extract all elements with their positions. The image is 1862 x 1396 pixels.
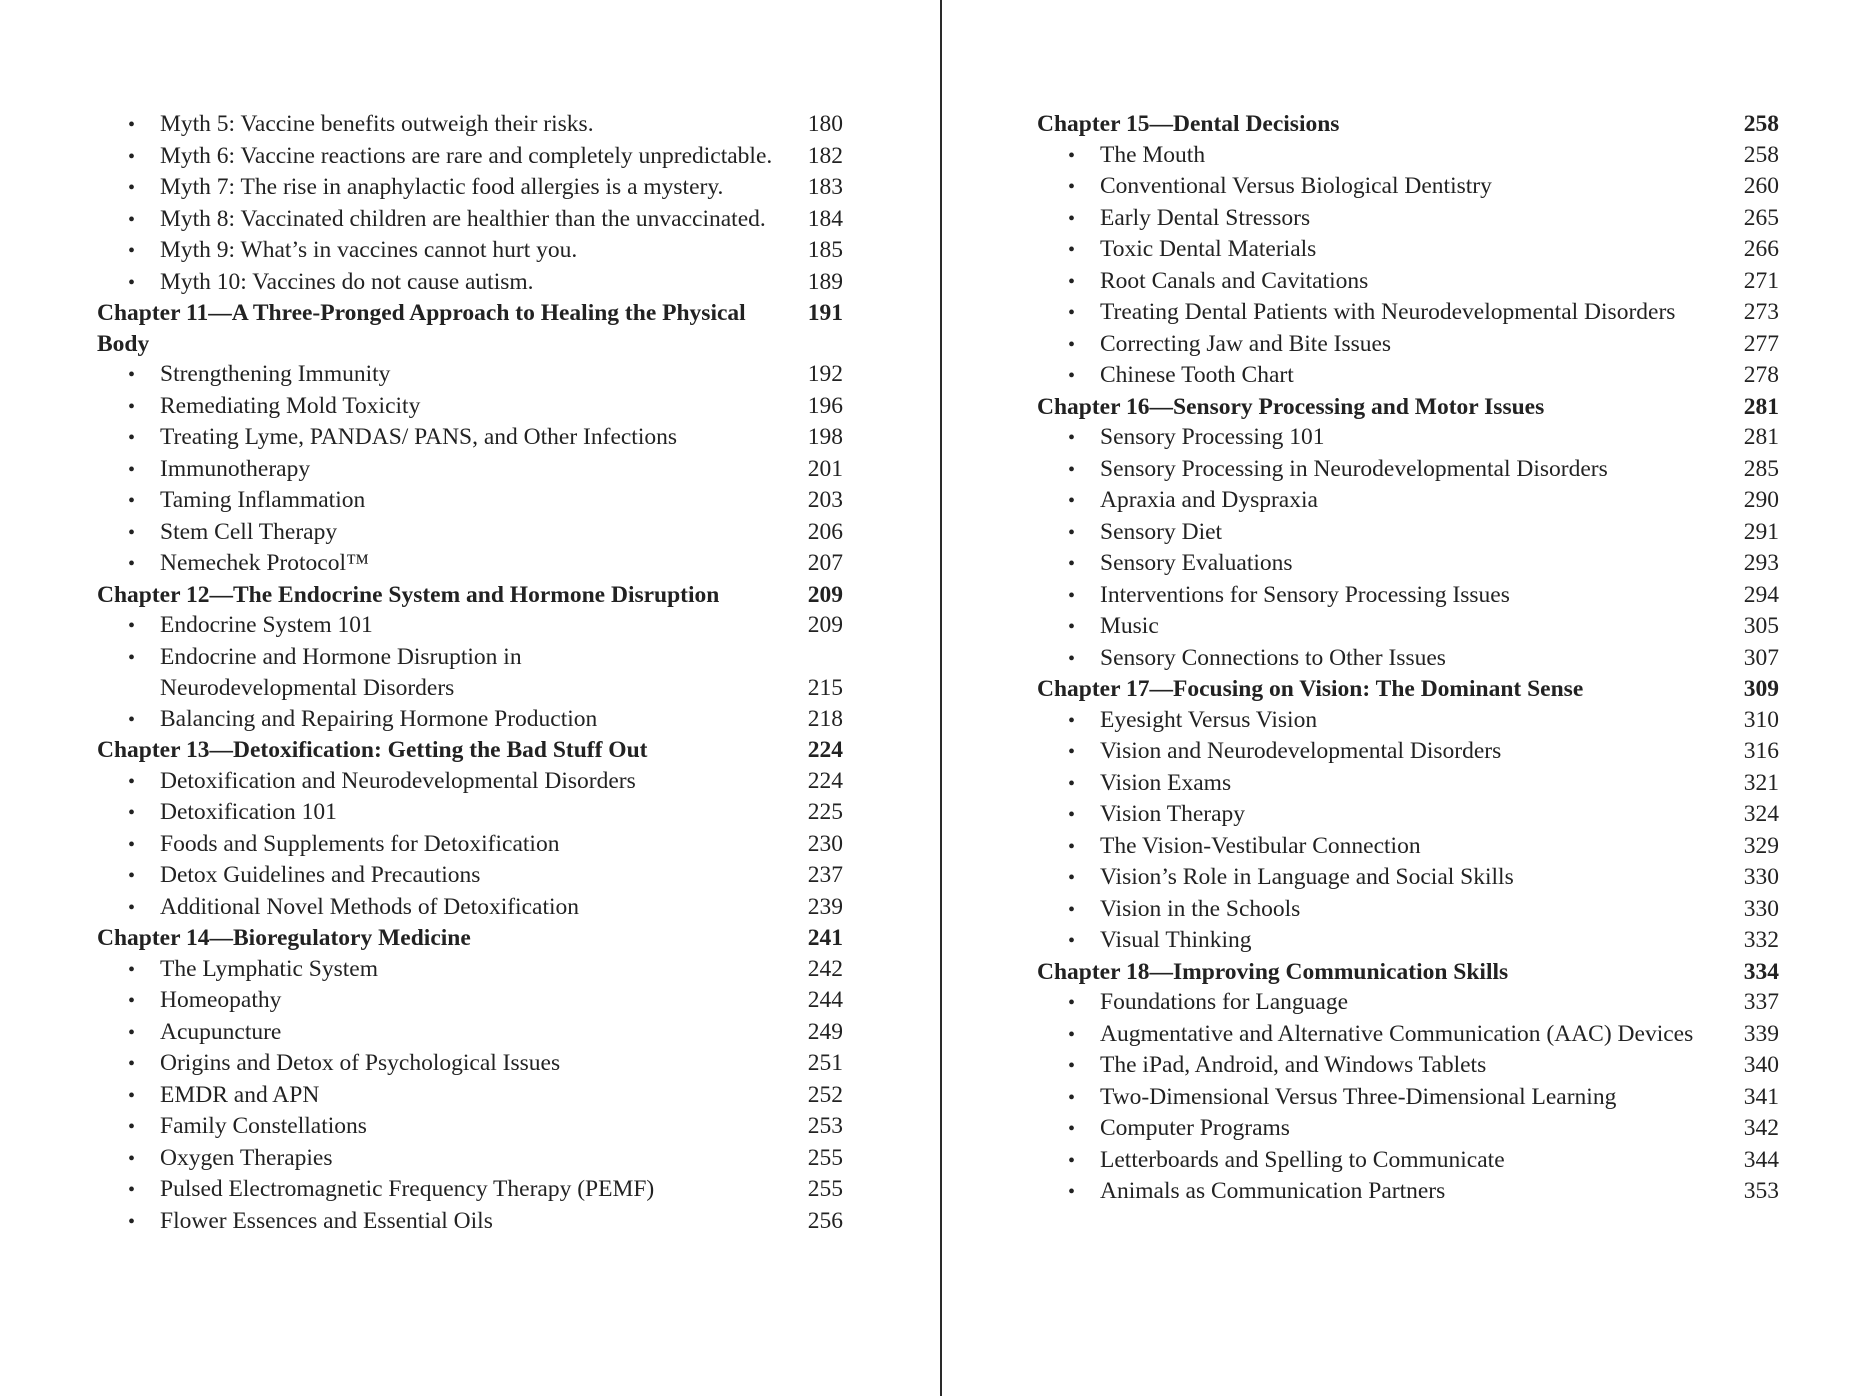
chapter-title: Chapter 16—Sensory Processing and Motor Issues [1037, 393, 1545, 420]
toc-entry[interactable] [1037, 1176, 1779, 1208]
entry-page-number: 258 [1743, 141, 1779, 168]
toc-entry[interactable] [97, 1206, 843, 1238]
toc-section [1037, 674, 1779, 957]
bullet-icon [1068, 297, 1100, 329]
toc-entry[interactable] [97, 235, 843, 267]
chapter-heading[interactable] [97, 735, 843, 766]
entry-page-number: 277 [1743, 330, 1779, 357]
entry-title: Sensory Connections to Other Issues [1100, 644, 1446, 671]
bullet-icon [1068, 140, 1100, 172]
entry-title: Taming Inflammation [160, 487, 366, 513]
page-gutter-divider [940, 0, 942, 1396]
entry-title: Sensory Evaluations [1100, 550, 1293, 576]
entry-title: Detoxification and Neurodevelopmental Disorders [160, 767, 636, 794]
bullet-icon [128, 1048, 160, 1080]
chapter-page-number: 334 [1743, 958, 1779, 985]
entry-title: Vision in the Schools [1100, 895, 1301, 922]
bullet-icon [1068, 894, 1100, 926]
bullet-icon [1068, 799, 1100, 831]
toc-entry[interactable] [97, 829, 843, 861]
bullet-icon [128, 1111, 160, 1143]
bullet-icon [1068, 422, 1100, 454]
toc-entry[interactable] [1037, 1113, 1779, 1145]
entry-page-number: 294 [1743, 581, 1779, 608]
entry-title: Sensory Diet [1100, 518, 1223, 545]
toc-entry[interactable] [97, 517, 843, 549]
entry-title: Letterboards and Spelling to Communicate [1100, 1146, 1505, 1173]
toc-entry[interactable] [1037, 1082, 1779, 1114]
bullet-icon [128, 829, 160, 861]
bullet-icon [1068, 643, 1100, 675]
entry-title: Treating Lyme, PANDAS/ PANS, and Other Infections [160, 424, 678, 450]
bullet-icon [1068, 266, 1100, 298]
toc-entry[interactable] [1037, 140, 1779, 172]
toc-entry[interactable] [97, 485, 843, 517]
entry-page-number: 271 [1743, 267, 1779, 294]
chapter-page-number: 258 [1743, 111, 1779, 137]
toc-entry[interactable] [1037, 1145, 1779, 1177]
chapter-page-number: 224 [807, 737, 843, 763]
bullet-icon [1068, 171, 1100, 203]
entry-title: Interventions for Sensory Processing Issues [1100, 581, 1510, 608]
toc-entry[interactable] [1037, 297, 1779, 329]
toc-section [97, 735, 843, 923]
entry-title: The Mouth [1100, 141, 1206, 168]
entry-title: Detox Guidelines and Precautions [160, 862, 481, 888]
entry-title: Immunotherapy [160, 455, 311, 482]
bullet-icon [1068, 768, 1100, 800]
chapter-title: Chapter 11—A Three-Pronged Approach to Healing the Physical Body [97, 300, 746, 357]
entry-title: The iPad, Android, and Windows Tablets [1100, 1052, 1487, 1078]
bullet-icon [128, 109, 160, 141]
toc-entry[interactable] [1037, 643, 1779, 675]
entry-page-number: 342 [1743, 1115, 1779, 1141]
toc-entry[interactable] [1037, 171, 1779, 203]
entry-title: Additional Novel Methods of Detoxification [160, 893, 580, 920]
entry-page-number: 316 [1743, 738, 1779, 764]
toc-entry[interactable] [1037, 1019, 1779, 1051]
toc-entry[interactable] [1037, 831, 1779, 863]
entry-title: Endocrine System 101 [160, 612, 373, 638]
bullet-icon [1068, 454, 1100, 486]
entry-title: Treating Dental Patients with Neurodevelopmental Disorders [1100, 299, 1676, 325]
entry-title: Augmentative and Alternative Communication (AAC) Devices [1100, 1020, 1694, 1047]
toc-entry[interactable] [97, 892, 843, 924]
entry-title: Vision and Neurodevelopmental Disorders [1100, 738, 1502, 764]
bullet-icon [128, 204, 160, 236]
toc-section [97, 109, 843, 298]
bullet-icon [128, 985, 160, 1017]
bullet-icon [128, 1206, 160, 1238]
toc-entry[interactable] [97, 1017, 843, 1049]
entry-page-number: 218 [807, 705, 843, 732]
toc-entry[interactable] [97, 391, 843, 423]
entry-page-number: 239 [807, 893, 843, 920]
entry-page-number: 207 [807, 550, 843, 576]
bullet-icon [128, 454, 160, 486]
toc-entry[interactable] [97, 797, 843, 829]
toc-entry[interactable] [1037, 894, 1779, 926]
entry-page-number: 253 [807, 1113, 843, 1139]
toc-entry[interactable] [97, 109, 843, 141]
bullet-icon [1068, 831, 1100, 863]
entry-title: Myth 6: Vaccine reactions are rare and completely unpredictable. [160, 142, 773, 169]
toc-entry[interactable] [1037, 580, 1779, 612]
bullet-icon [128, 422, 160, 454]
bullet-icon [128, 517, 160, 549]
chapter-page-number: 209 [807, 581, 843, 608]
entry-page-number: 291 [1743, 518, 1779, 545]
toc-entry[interactable] [97, 1048, 843, 1080]
bullet-icon [1068, 862, 1100, 894]
toc-entry[interactable] [1037, 360, 1779, 392]
bullet-icon [128, 548, 160, 580]
entry-title: Myth 5: Vaccine benefits outweigh their risks. [160, 111, 594, 137]
toc-entry[interactable] [1037, 485, 1779, 517]
toc-entry[interactable] [97, 1174, 843, 1206]
bullet-icon [128, 860, 160, 892]
toc-entry[interactable] [97, 954, 843, 986]
entry-page-number: 281 [1743, 424, 1779, 450]
bullet-icon [1068, 580, 1100, 612]
entry-title: Myth 7: The rise in anaphylactic food allergies is a mystery. [160, 174, 724, 200]
bullet-icon [128, 267, 160, 299]
entry-title: Flower Essences and Essential Oils [160, 1207, 493, 1234]
toc-entry[interactable] [97, 766, 843, 798]
entry-page-number: 255 [807, 1176, 843, 1202]
entry-page-number: 256 [807, 1207, 843, 1234]
entry-page-number: 185 [807, 237, 843, 263]
entry-page-number: 285 [1743, 455, 1779, 482]
toc-entry[interactable] [1037, 329, 1779, 361]
bullet-icon [128, 1143, 160, 1175]
entry-title: Myth 10: Vaccines do not cause autism. [160, 268, 534, 295]
entry-title: Toxic Dental Materials [1100, 236, 1317, 262]
bullet-icon [128, 359, 160, 391]
entry-title: Homeopathy [160, 987, 282, 1013]
bullet-icon [128, 485, 160, 517]
entry-title: Strengthening Immunity [160, 361, 391, 387]
entry-page-number: 198 [807, 424, 843, 450]
bullet-icon [1068, 925, 1100, 957]
entry-page-number: 203 [807, 487, 843, 513]
toc-entry[interactable] [1037, 422, 1779, 454]
entry-title: Conventional Versus Biological Dentistry [1100, 173, 1492, 199]
entry-title: Pulsed Electromagnetic Frequency Therapy (PEMF) [160, 1176, 655, 1202]
entry-page-number: 340 [1743, 1052, 1779, 1078]
toc-entry[interactable] [97, 860, 843, 892]
entry-page-number: 332 [1743, 927, 1779, 953]
toc-entry[interactable] [97, 548, 843, 580]
entry-page-number: 344 [1743, 1146, 1779, 1173]
bullet-icon [1068, 1050, 1100, 1082]
entry-page-number: 260 [1743, 173, 1779, 199]
chapter-title: Chapter 13—Detoxification: Getting the Bad Stuff Out [97, 737, 648, 763]
toc-entry[interactable] [97, 172, 843, 204]
entry-page-number: 255 [807, 1144, 843, 1171]
bullet-icon [1068, 548, 1100, 580]
toc-section [97, 923, 843, 1237]
entry-page-number: 265 [1743, 204, 1779, 231]
toc-section [97, 580, 843, 736]
bullet-icon [128, 235, 160, 267]
toc-entry[interactable] [1037, 454, 1779, 486]
toc-entry[interactable] [1037, 862, 1779, 894]
entry-title: Stem Cell Therapy [160, 518, 338, 545]
entry-title: Vision’s Role in Language and Social Skills [1100, 864, 1514, 890]
entry-page-number: 230 [807, 830, 843, 857]
bullet-icon [128, 172, 160, 204]
entry-page-number: 339 [1743, 1020, 1779, 1047]
entry-page-number: 201 [807, 455, 843, 482]
entry-page-number: 249 [807, 1018, 843, 1045]
entry-page-number: 266 [1743, 236, 1779, 262]
toc-entry[interactable] [1037, 611, 1779, 643]
bullet-icon [1068, 1145, 1100, 1177]
entry-title: Balancing and Repairing Hormone Production [160, 705, 598, 732]
bullet-icon [128, 1174, 160, 1206]
entry-page-number: 293 [1743, 550, 1779, 576]
entry-page-number: 252 [807, 1081, 843, 1108]
entry-title: Correcting Jaw and Bite Issues [1100, 330, 1392, 357]
entry-page-number: 290 [1743, 487, 1779, 513]
bullet-icon [128, 766, 160, 798]
entry-title: Root Canals and Cavitations [1100, 267, 1369, 294]
entry-title: Myth 8: Vaccinated children are healthier than the unvaccinated. [160, 205, 766, 232]
toc-entry[interactable] [97, 1111, 843, 1143]
chapter-page-number: 241 [807, 925, 843, 951]
chapter-title: Chapter 14—Bioregulatory Medicine [97, 925, 471, 951]
toc-entry[interactable] [97, 1080, 843, 1112]
bullet-icon [128, 1080, 160, 1112]
entry-page-number: 242 [807, 955, 843, 982]
entry-page-number: 307 [1743, 644, 1779, 671]
entry-title: Remediating Mold Toxicity [160, 392, 421, 419]
entry-page-number: 189 [807, 268, 843, 295]
bullet-icon [1068, 203, 1100, 235]
entry-page-number: 224 [807, 767, 843, 794]
bullet-icon [128, 642, 160, 674]
entry-page-number: 251 [807, 1050, 843, 1076]
entry-page-number: 237 [807, 862, 843, 888]
chapter-title: Chapter 15—Dental Decisions [1037, 111, 1340, 137]
bullet-icon [1068, 360, 1100, 392]
entry-title: Vision Therapy [1100, 801, 1246, 827]
entry-page-number: 196 [807, 392, 843, 419]
toc-entry[interactable] [1037, 1050, 1779, 1082]
toc-entry[interactable] [97, 985, 843, 1017]
toc-entry[interactable] [1037, 203, 1779, 235]
chapter-page-number: 309 [1743, 676, 1779, 702]
toc-entry[interactable] [97, 422, 843, 454]
entry-title: EMDR and APN [160, 1081, 320, 1108]
entry-title: Sensory Processing 101 [1100, 424, 1325, 450]
chapter-heading[interactable] [1037, 957, 1779, 988]
toc-entry[interactable] [97, 359, 843, 391]
chapter-heading[interactable] [97, 923, 843, 954]
bullet-icon [1068, 1113, 1100, 1145]
chapter-heading[interactable] [97, 298, 843, 359]
toc-entry[interactable] [1037, 987, 1779, 1019]
chapter-title: Chapter 12—The Endocrine System and Hormone Disruption [97, 581, 720, 608]
entry-page-number: 337 [1743, 989, 1779, 1015]
toc-entry[interactable] [97, 454, 843, 486]
chapter-heading[interactable] [1037, 392, 1779, 423]
bullet-icon [128, 954, 160, 986]
entry-title: Eyesight Versus Vision [1100, 706, 1318, 733]
toc-entry[interactable] [1037, 548, 1779, 580]
entry-page-number: 330 [1743, 864, 1779, 890]
toc-section [1037, 957, 1779, 1208]
bullet-icon [128, 704, 160, 736]
bullet-icon [1068, 234, 1100, 266]
entry-page-number: 273 [1743, 299, 1779, 325]
toc-section [97, 298, 843, 580]
entry-page-number: 305 [1743, 613, 1779, 639]
toc-entry[interactable] [97, 204, 843, 236]
entry-title: Vision Exams [1100, 769, 1232, 796]
bullet-icon [1068, 1019, 1100, 1051]
entry-page-number: 206 [807, 518, 843, 545]
entry-title: Myth 9: What’s in vaccines cannot hurt you. [160, 237, 578, 263]
entry-page-number: 182 [807, 142, 843, 169]
bullet-icon [1068, 705, 1100, 737]
chapter-page-number: 281 [1743, 393, 1779, 420]
entry-title: Animals as Communication Partners [1100, 1178, 1446, 1204]
entry-page-number: 209 [807, 612, 843, 638]
entry-title: Two-Dimensional Versus Three-Dimensional Learning [1100, 1083, 1617, 1110]
entry-title: The Lymphatic System [160, 955, 378, 982]
entry-page-number: 353 [1743, 1178, 1779, 1204]
entry-page-number: 329 [1743, 832, 1779, 859]
entry-page-number: 244 [807, 987, 843, 1013]
bullet-icon [1068, 736, 1100, 768]
toc-entry[interactable] [97, 704, 843, 736]
bullet-icon [1068, 987, 1100, 1019]
entry-title: Music [1100, 613, 1159, 639]
entry-title: Foundations for Language [1100, 989, 1349, 1015]
entry-page-number: 180 [807, 111, 843, 137]
entry-page-number: 192 [807, 361, 843, 387]
toc-entry[interactable] [97, 267, 843, 299]
toc-entry[interactable] [1037, 266, 1779, 298]
chapter-page-number: 191 [807, 300, 843, 326]
entry-title: Apraxia and Dyspraxia [1100, 487, 1318, 513]
entry-title: Foods and Supplements for Detoxification [160, 830, 560, 857]
toc-section [1037, 392, 1779, 675]
chapter-title: Chapter 17—Focusing on Vision: The Dominant Sense [1037, 676, 1584, 702]
bullet-icon [128, 892, 160, 924]
entry-title: Oxygen Therapies [160, 1144, 333, 1171]
entry-title: Acupuncture [160, 1018, 282, 1045]
bullet-icon [1068, 611, 1100, 643]
entry-title: Nemechek Protocol™ [160, 550, 370, 576]
bullet-icon [1068, 329, 1100, 361]
entry-title: Chinese Tooth Chart [1100, 362, 1294, 388]
toc-entry[interactable] [1037, 736, 1779, 768]
toc-entry[interactable] [1037, 517, 1779, 549]
entry-page-number: 215 [807, 675, 843, 701]
chapter-heading[interactable] [97, 580, 843, 611]
bullet-icon [128, 610, 160, 642]
toc-entry[interactable] [1037, 768, 1779, 800]
toc-page-left [97, 109, 843, 1237]
toc-entry[interactable] [97, 642, 843, 674]
entry-title: Neurodevelopmental Disorders [160, 675, 455, 701]
toc-entry[interactable] [97, 141, 843, 173]
toc-entry[interactable] [1037, 925, 1779, 957]
bullet-icon [128, 797, 160, 829]
entry-page-number: 321 [1743, 769, 1779, 796]
toc-entry[interactable] [97, 1143, 843, 1175]
toc-entry[interactable] [1037, 234, 1779, 266]
toc-entry[interactable] [97, 610, 843, 642]
entry-title: The Vision-Vestibular Connection [1100, 832, 1421, 859]
toc-entry[interactable] [1037, 799, 1779, 831]
toc-section [1037, 109, 1779, 392]
entry-title: Computer Programs [1100, 1115, 1290, 1141]
entry-title: Visual Thinking [1100, 927, 1252, 953]
bullet-icon [1068, 485, 1100, 517]
chapter-heading[interactable] [1037, 674, 1779, 705]
bullet-icon [1068, 1176, 1100, 1208]
bullet-icon [1068, 517, 1100, 549]
entry-page-number: 225 [807, 799, 843, 825]
toc-page-right [1037, 109, 1779, 1208]
bullet-icon [128, 391, 160, 423]
entry-title: Family Constellations [160, 1113, 367, 1139]
entry-title: Sensory Processing in Neurodevelopmental Disorders [1100, 455, 1608, 482]
entry-title: Endocrine and Hormone Disruption in [160, 643, 522, 670]
entry-title: Early Dental Stressors [1100, 204, 1311, 231]
entry-page-number: 310 [1743, 706, 1779, 733]
toc-entry[interactable] [97, 673, 843, 704]
bullet-icon [1068, 1082, 1100, 1114]
entry-page-number: 183 [807, 174, 843, 200]
bullet-icon [128, 1017, 160, 1049]
chapter-title: Chapter 18—Improving Communication Skills [1037, 958, 1509, 985]
chapter-heading[interactable] [1037, 109, 1779, 140]
entry-title: Origins and Detox of Psychological Issues [160, 1050, 561, 1076]
entry-page-number: 330 [1743, 895, 1779, 922]
toc-entry[interactable] [1037, 705, 1779, 737]
entry-page-number: 278 [1743, 362, 1779, 388]
entry-page-number: 341 [1743, 1083, 1779, 1110]
entry-title: Detoxification 101 [160, 799, 337, 825]
entry-page-number: 324 [1743, 801, 1779, 827]
bullet-icon [128, 141, 160, 173]
entry-page-number: 184 [807, 205, 843, 232]
